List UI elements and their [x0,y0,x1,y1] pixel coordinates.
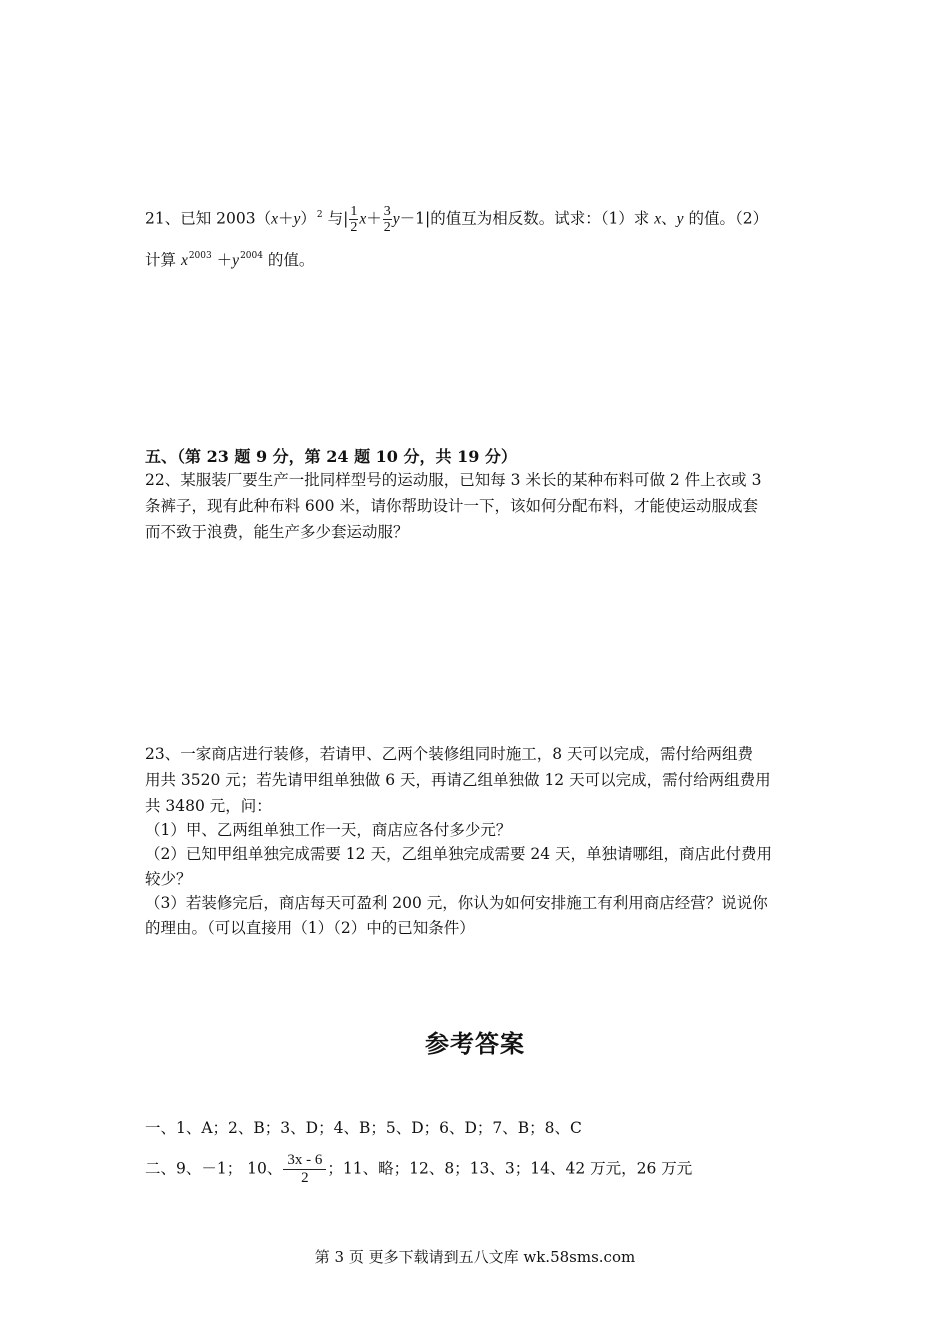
fraction-answer: $\frac{3x - 6}{2}$ [283,1152,326,1187]
q23-line: 用共 3520 元；若先请甲组单独做 6 天，再请乙组单独做 12 天可以完成，需付给两组费用 [145,771,771,789]
q23-line: （1）甲、乙两组单独工作一天，商店应各付多少元？ [145,821,512,839]
answers-line-1: 一、1、A；2、B；3、D；4、B；5、D；6、D；7、B；8、C [145,1119,582,1137]
q22-line: 而不致于浪费，能生产多少套运动服？ [145,523,409,541]
q22-line: 22、某服装厂要生产一批同样型号的运动服，已知每 3 米长的某种布料可做 2 件上衣或 3 [145,471,762,489]
exponent: 2 [316,209,323,220]
answers-line-2: 二、9、－1； 10、 $\frac{3x - 6}{2}$ ；11、略；12、8；13、3；14、42 万元，26 万元 [145,1152,693,1186]
fraction-one-half: $\frac{1}{2}$ [350,204,358,235]
q21-line-1: 21、已知 $2003(x+y)^2$ 与| $\frac{1}{2}$ x＋ $\frac{3}{2}$ y－1|的值互为相反数。试求：（1）求 x、y 的值。（2） [145,204,769,235]
fraction-three-halves: $\frac{3}{2}$ [383,204,391,235]
q22-line: 条裤子，现有此种布料 600 米，请你帮助设计一下，该如何分配布料，才能使运动服成套 [145,497,758,515]
q23-line: 的理由。（可以直接用（1）（2）中的已知条件） [145,919,475,937]
q23-line: 23、一家商店进行装修，若请甲、乙两个装修组同时施工，8 天可以完成，需付给两组费 [145,745,754,763]
q21-line-2: 计算 $x^{2003} +y^{2004}$ 的值。 [145,251,315,269]
q23-line: （3）若装修完后，商店每天可盈利 200 元，你认为如何安排施工有利用商店经营？说说你 [145,894,768,912]
answers-title: 参考答案 [425,1029,525,1058]
section-heading: 五、（第 23 题 9 分，第 24 题 10 分，共 19 分） [145,447,517,466]
q23-line: 共 3480 元，问： [145,797,272,815]
q23-line: 较少？ [145,870,192,888]
page-footer: 第 3 页 更多下载请到五八文库 wk.58sms.com [314,1248,636,1266]
q23-line: （2）已知甲组单独完成需要 12 天，乙组单独完成需要 24 天，单独请哪组，商店此付费用 [145,845,773,863]
